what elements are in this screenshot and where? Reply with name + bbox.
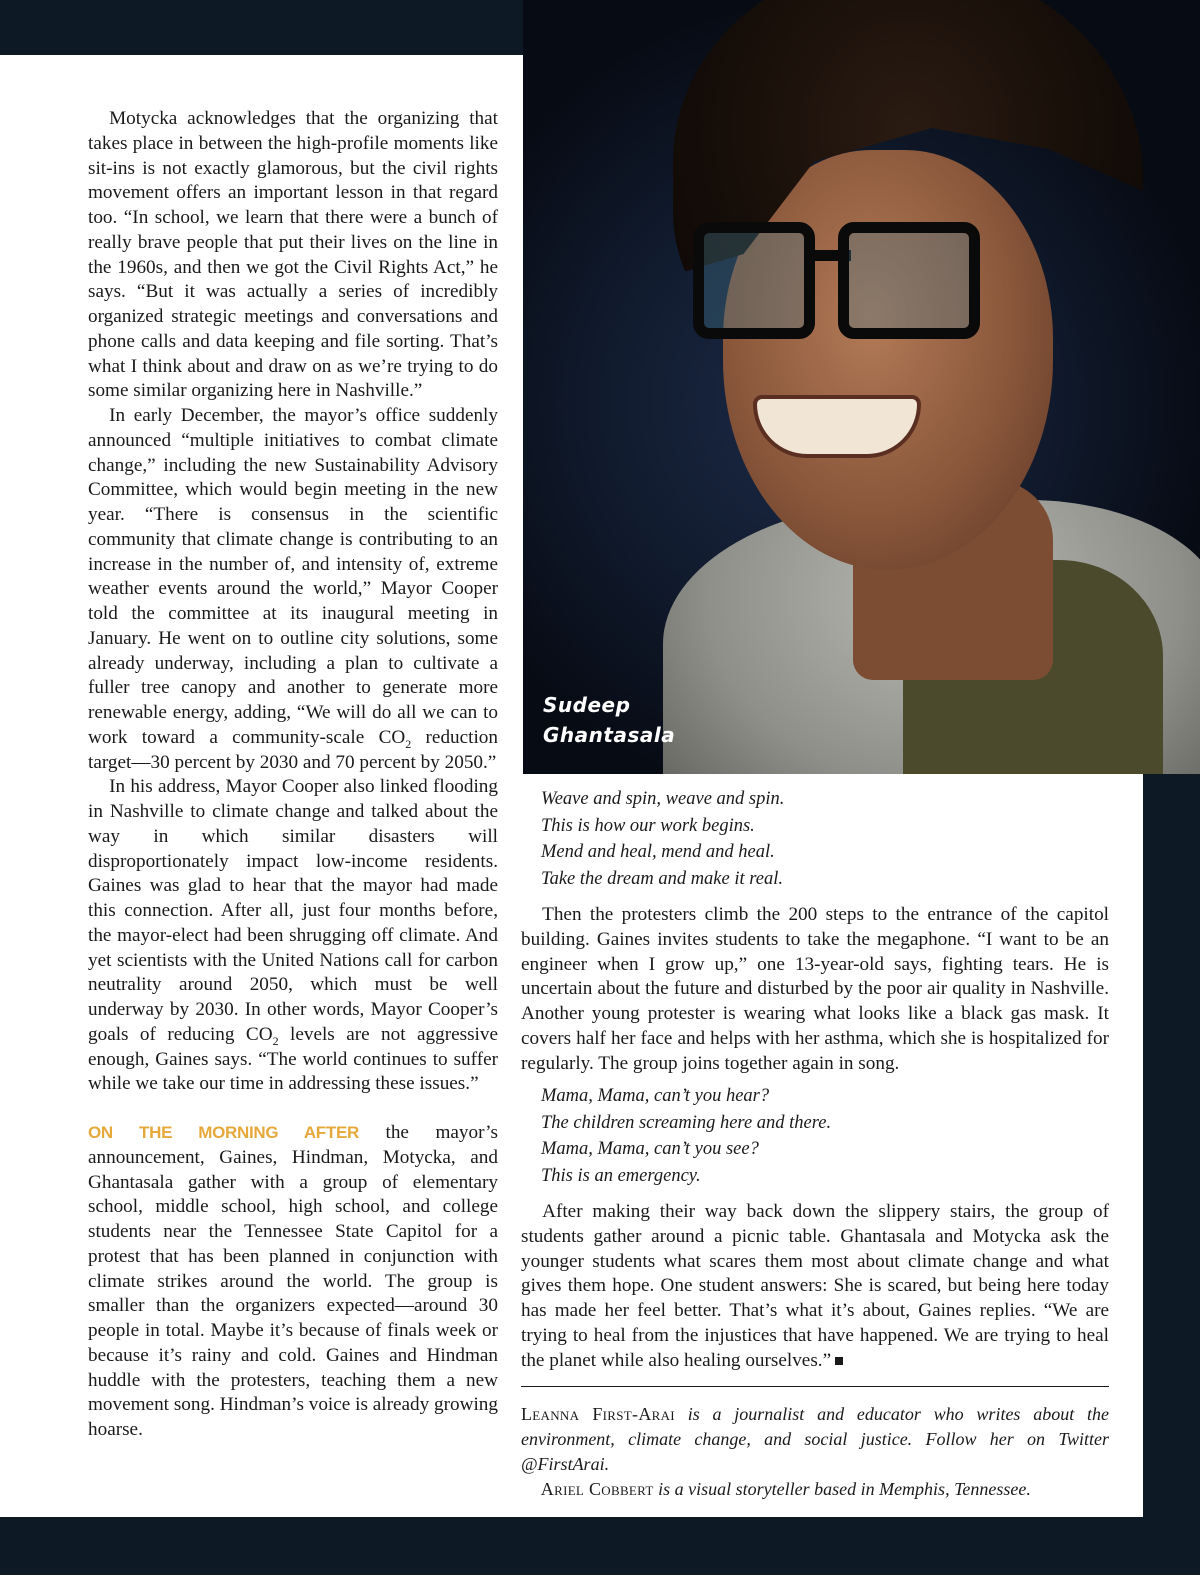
glasses-shape [693,222,993,332]
credit-line: Leanna First-Arai is a journalist and educator who writes about the environment, climate change, and social justice. Follow her on Twitter @FirstArai. [521,1404,1109,1474]
end-mark-icon [835,1357,843,1365]
paragraph: In early December, the mayor’s office suddenly announced “multiple initiatives to combat climate change,” including the new Sustainability Advisory Committee, which would begin meeting in the new year. “There is consensus in the scientific community that climate change is contributing to an increase in the number of, and intensity of, extreme weather events around the world,” Mayor Cooper told the committee at its inaugural meeting in January. He went on to outline city solutions, some already underway, including a plan to cultivate a fuller tree canopy and another to generate more renewable energy, adding, “We will do all we can to work toward a community-scale $CO_2$ reduction target—30 percent by 2030 and 70 percent by 2050.” [88,405,498,773]
song-verse [541,786,1101,892]
verse-line: Mend and heal, mend and heal. [541,842,775,862]
song-verse [541,1083,1101,1189]
photo-caption-line1: Sudeep [543,693,631,717]
paragraph: After making their way back down the slippery stairs, the group of students gather around a picnic table. Ghantasala and Motycka ask the younger students what scares them most about climate change and what gives them hope. One student answers: She is scared, but being here today has made her feel better. That’s what it’s about, Gaines replies. “We are trying to heal from the injustices that have happened. We are trying to heal the planet while also healing ourselves.” [521,1201,1109,1371]
author-credits [521,1402,1109,1502]
credits-divider [521,1386,1109,1387]
glasses-lens-left [693,222,815,339]
verse-line: This is an emergency. [541,1165,701,1186]
paragraph: ON THE MORNING AFTER the mayor’s announcement, Gaines, Hindman, Motycka, and Ghantasala gather with a group of elementary school, middle school, high school, and college students near the Tennessee State Capitol for a protest that has been planned in conjunction with climate strikes around the world. The group is smaller than the organizers expected—around 30 people in total. Maybe it’s because of finals week or because it’s rainy and cold. Gaines and Hindman huddle with the protesters, teaching them a new movement song. Hindman’s voice is already growing hoarse. [88,1122,498,1440]
credit-line: Ariel Cobbert is a visual storyteller based in Memphis, Tennessee. [540,1479,1031,1499]
portrait-photo [523,0,1200,774]
paragraph: In his address, Mayor Cooper also linked flooding in Nashville to climate change and talked about the way in which similar disasters will disproportionately impact low-income residents. Gaines was glad to hear that the mayor had made this connection. After all, just four months before, the mayor-elect had been shrugging off climate. And yet scientists with the United Nations call for carbon neutrality around 2050, which must be well underway by 2030. In other words, Mayor Cooper’s goals of reducing $CO_2$ levels are not aggressive enough, Gaines says. “The world continues to suffer while we take our time in addressing these issues.” [88,776,498,1095]
right-column [521,903,1109,1076]
verse-line: Mama, Mama, can’t you see? [541,1139,759,1159]
paragraph: Motycka acknowledges that the organizing that takes place in between the high-profile moments like sit-ins is not exactly glamorous, but the civil rights movement offers an important lesson in that regard too. “In school, we learn that there were a bunch of really brave people that put their lives on the line in the 1960s, and then we got the Civil Rights Act,” he says. “But it was actually a series of incredibly organized strategic meetings and conversations and phone calls and data keeping and file sorting. That’s what I think about and draw on as we’re trying to do some similar organizing here in Nashville.” [88,108,498,402]
glasses-lens-right [838,222,980,339]
verse-line: Take the dream and make it real. [541,868,783,889]
paragraph: Then the protesters climb the 200 steps to the entrance of the capitol building. Gaines invites students to take the megaphone. “I want to be an engineer when I grow up,” one 13-year-old says, fighting tears. He is uncertain about the future and disturbed by the poor air quality in Nashville. Another young protester is wearing what looks like a black gas mask. It covers half her face and helps with her asthma, which she is hospitalized for regularly. The group joins together again in song. [521,904,1109,1074]
author-name: Leanna First-Arai [521,1404,675,1424]
photo-caption [543,690,743,750]
left-column [88,107,498,1443]
smile-shape [753,395,921,458]
verse-line: Weave and spin, weave and spin. [541,789,785,809]
right-column-continued [521,1200,1109,1373]
verse-line: Mama, Mama, can’t you hear? [541,1086,770,1106]
verse-line: This is how our work begins. [541,815,755,836]
section-lead-in: ON THE MORNING AFTER [88,1123,359,1142]
photographer-name: Ariel Cobbert [540,1479,654,1499]
verse-line: The children screaming here and there. [541,1112,832,1133]
photo-caption-line2: Ghantasala [543,723,676,747]
